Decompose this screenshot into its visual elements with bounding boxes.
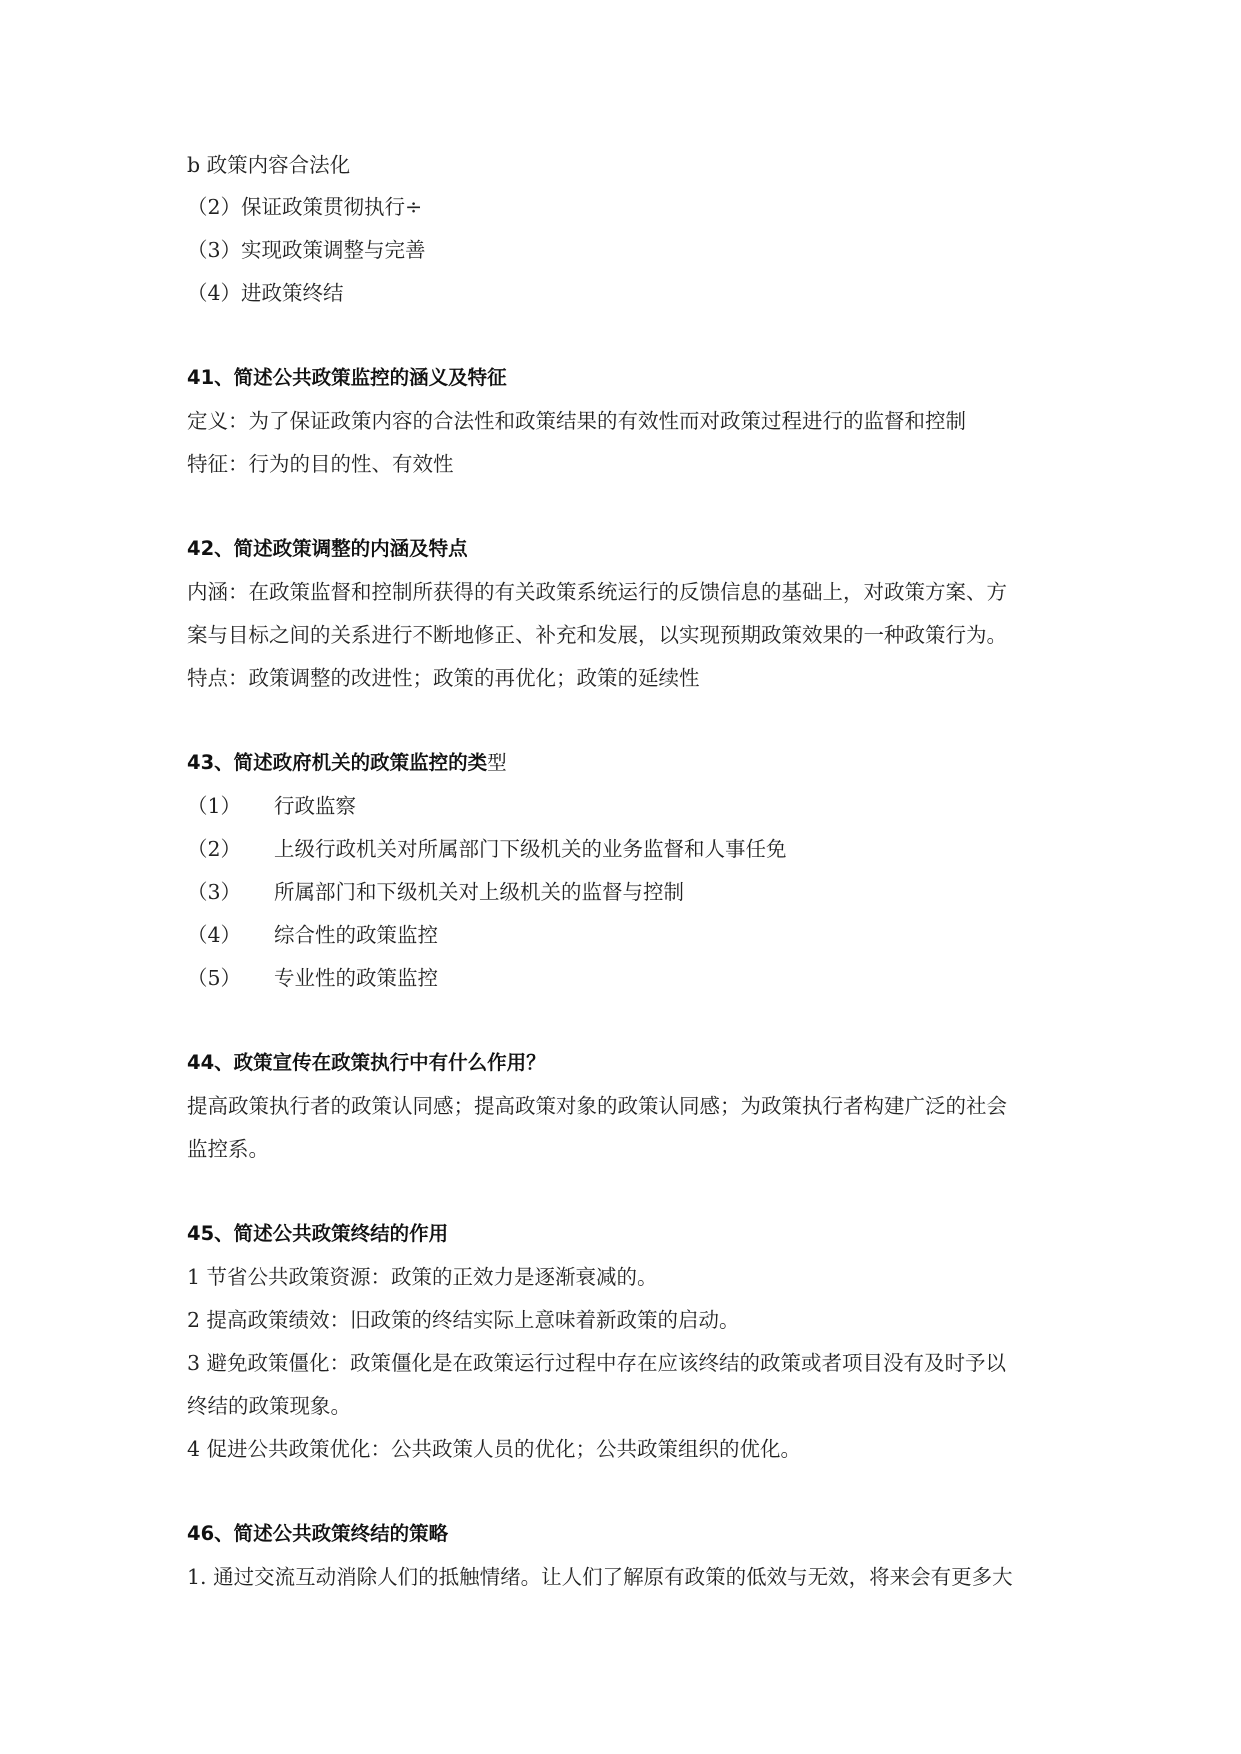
question-heading [187, 749, 507, 777]
list-number: （2） [187, 837, 242, 861]
list-item: 上级行政机关对所属部门下级机关的业务监督和人事任免 [274, 837, 787, 861]
text-line: 监控系。 [187, 1137, 269, 1161]
text-line: 案与目标之间的关系进行不断地修正、补充和发展，以实现预期政策效果的一种政策行为。 [187, 623, 1007, 647]
heading-text: 43、简述政府机关的政策监控的类 [187, 751, 488, 774]
question-heading: 46、简述公共政策终结的策略 [187, 1522, 449, 1545]
text-line: 2 提高政策绩效：旧政策的终结实际上意味着新政策的启动。 [187, 1308, 740, 1332]
list-item: （4）进政策终结 [187, 281, 344, 305]
list-number: （1） [187, 794, 242, 818]
text-line: 特点：政策调整的改进性；政策的再优化；政策的延续性 [187, 666, 700, 690]
question-heading: 42、简述政策调整的内涵及特点 [187, 537, 468, 560]
list-item: 所属部门和下级机关对上级机关的监督与控制 [274, 880, 684, 904]
text-line: 1. 通过交流互动消除人们的抵触情绪。让人们了解原有政策的低效与无效，将来会有更多大 [187, 1565, 1013, 1589]
text-line: 内涵：在政策监督和控制所获得的有关政策系统运行的反馈信息的基础上，对政策方案、方 [187, 580, 1007, 604]
text-line: 4 促进公共政策优化：公共政策人员的优化；公共政策组织的优化。 [187, 1437, 802, 1461]
list-item: 行政监察 [274, 794, 356, 818]
list-item: （3）实现政策调整与完善 [187, 238, 426, 262]
list-number: （4） [187, 923, 242, 947]
text-line: 定义：为了保证政策内容的合法性和政策结果的有效性而对政策过程进行的监督和控制 [187, 409, 966, 433]
text-line: 特征：行为的目的性、有效性 [187, 452, 454, 476]
question-heading: 45、简述公共政策终结的作用 [187, 1222, 449, 1245]
question-heading: 44、政策宣传在政策执行中有什么作用？ [187, 1051, 546, 1074]
text-line: 1 节省公共政策资源：政策的正效力是逐渐衰减的。 [187, 1265, 658, 1289]
list-item: （2）保证政策贯彻执行÷ [187, 195, 423, 219]
text-line: 提高政策执行者的政策认同感；提高政策对象的政策认同感；为政策执行者构建广泛的社会 [187, 1094, 1007, 1118]
text-line: 终结的政策现象。 [187, 1394, 351, 1418]
text-line: 3 避免政策僵化：政策僵化是在政策运行过程中存在应该终结的政策或者项目没有及时予以 [187, 1351, 1007, 1375]
list-number: （3） [187, 880, 242, 904]
list-item: 综合性的政策监控 [274, 923, 438, 947]
list-item: 专业性的政策监控 [274, 966, 438, 990]
question-heading: 41、简述公共政策监控的涵义及特征 [187, 366, 507, 389]
heading-text-tail: 型 [487, 751, 507, 774]
list-number: （5） [187, 966, 242, 990]
text-line: b 政策内容合法化 [187, 153, 351, 177]
